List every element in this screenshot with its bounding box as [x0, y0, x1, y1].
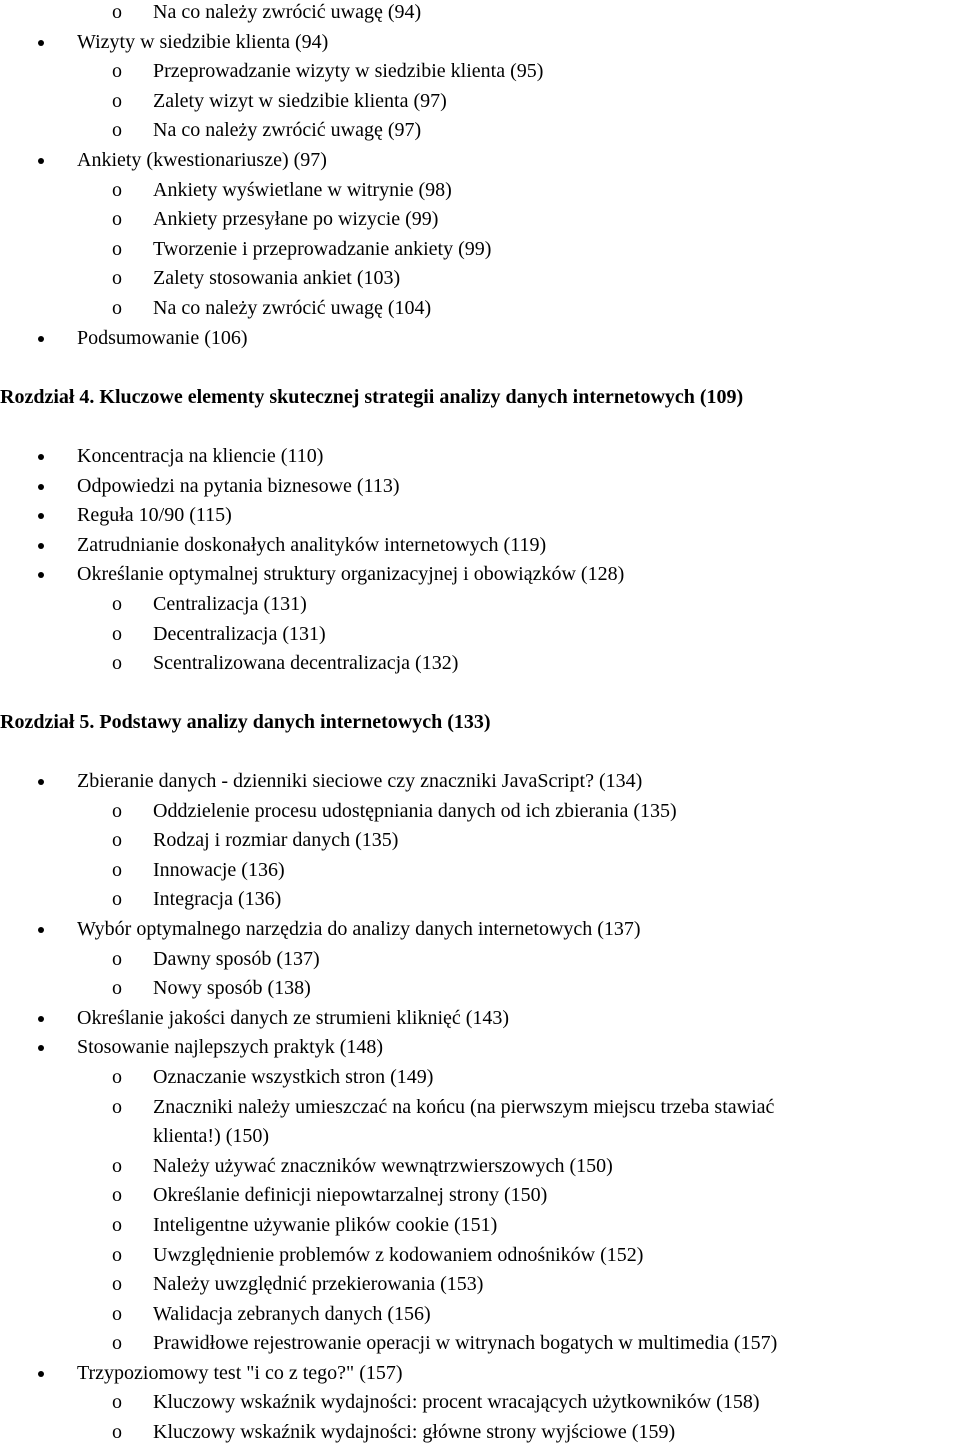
- list-item-text: Wizyty w siedzibie klienta (94): [77, 30, 329, 53]
- sub-list-item: [0, 205, 960, 235]
- list-item-text: Ankiety wyświetlane w witrynie (98): [153, 178, 452, 201]
- circle-bullet-icon: o: [112, 178, 122, 201]
- toc-list-chapter3-tail: [0, 0, 960, 353]
- list-item-text: Wybór optymalnego narzędzia do analizy danych internetowych (137): [77, 917, 641, 940]
- circle-bullet-icon: o: [112, 858, 122, 881]
- chapter-4-heading: Rozdział 4. Kluczowe elementy skutecznej strategii analizy danych internetowych (109): [0, 386, 744, 408]
- list-item-text: Rodzaj i rozmiar danych (135): [153, 829, 399, 852]
- sub-list-item: [0, 1093, 960, 1123]
- list-item-text: Reguła 10/90 (115): [77, 504, 232, 527]
- sub-list-item: [0, 1329, 960, 1359]
- sub-list-item: [0, 235, 960, 265]
- bullet-icon: [38, 1371, 44, 1377]
- sub-list-item: [0, 1300, 960, 1330]
- list-item-text: Innowacje (136): [153, 858, 285, 881]
- list-item: [0, 472, 960, 502]
- sub-list-item: [0, 945, 960, 975]
- bullet-icon: [38, 927, 44, 933]
- bullet-icon: [38, 513, 44, 519]
- list-item: [0, 1359, 960, 1389]
- sub-list-item: [0, 1181, 960, 1211]
- list-item-text: Znaczniki należy umieszczać na końcu (na pierwszym miejscu trzeba stawiać: [153, 1095, 775, 1118]
- circle-bullet-icon: o: [112, 296, 122, 319]
- circle-bullet-icon: o: [112, 977, 122, 1000]
- circle-bullet-icon: o: [112, 208, 122, 231]
- list-item-text: Uwzględnienie problemów z kodowaniem odnośników (152): [153, 1243, 644, 1266]
- list-item-text: Przeprowadzanie wizyty w siedzibie klienta (95): [153, 60, 544, 83]
- circle-bullet-icon: o: [112, 652, 122, 675]
- sub-list-item-continuation: [0, 1122, 960, 1152]
- list-item-text: Zalety stosowania ankiet (103): [153, 267, 401, 290]
- list-item: [0, 28, 960, 58]
- list-item: [0, 767, 960, 797]
- list-item-text: Ankiety (kwestionariusze) (97): [77, 148, 327, 171]
- list-item-text: Podsumowanie (106): [77, 326, 248, 349]
- sub-list-item: [0, 649, 960, 679]
- list-item: [0, 560, 960, 590]
- sub-list-item: [0, 57, 960, 87]
- sub-list-item: [0, 856, 960, 886]
- sub-list-item: [0, 1063, 960, 1093]
- list-item-text: Koncentracja na kliencie (110): [77, 445, 324, 467]
- circle-bullet-icon: o: [112, 1154, 122, 1177]
- list-item: [0, 915, 960, 945]
- sub-list-item: [0, 797, 960, 827]
- list-item-text: klienta!) (150): [153, 1125, 270, 1148]
- list-item-text: Decentralizacja (131): [153, 622, 326, 645]
- circle-bullet-icon: o: [112, 89, 122, 112]
- circle-bullet-icon: o: [112, 1095, 122, 1118]
- bullet-icon: [38, 336, 44, 342]
- circle-bullet-icon: o: [112, 1273, 122, 1296]
- bullet-icon: [38, 484, 44, 490]
- circle-bullet-icon: o: [112, 1213, 122, 1236]
- list-item-text: Na co należy zwrócić uwagę (94): [153, 1, 422, 23]
- list-item: [0, 324, 960, 354]
- sub-list-item: [0, 1418, 960, 1448]
- list-item-text: Inteligentne używanie plików cookie (151): [153, 1213, 498, 1236]
- list-item-text: Zatrudnianie doskonałych analityków internetowych (119): [77, 533, 547, 556]
- sub-list-item: [0, 0, 960, 28]
- bullet-icon: [38, 454, 44, 460]
- list-item-text: Stosowanie najlepszych praktyk (148): [77, 1036, 384, 1059]
- circle-bullet-icon: o: [112, 1302, 122, 1325]
- circle-bullet-icon: o: [112, 237, 122, 260]
- circle-bullet-icon: o: [112, 267, 122, 290]
- toc-list-chapter4: [0, 442, 960, 679]
- bullet-icon: [38, 1016, 44, 1022]
- list-item-text: Należy używać znaczników wewnątrzwierszowych (150): [153, 1154, 613, 1177]
- sub-list-item: [0, 294, 960, 324]
- circle-bullet-icon: o: [112, 1243, 122, 1266]
- list-item-text: Określanie optymalnej struktury organizacyjnej i obowiązków (128): [77, 563, 625, 586]
- sub-list-item: [0, 116, 960, 146]
- sub-list-item: [0, 826, 960, 856]
- toc-list-chapter5: [0, 767, 960, 1448]
- circle-bullet-icon: o: [112, 888, 122, 911]
- sub-list-item: [0, 176, 960, 206]
- circle-bullet-icon: o: [112, 1, 122, 23]
- sub-list-item: [0, 590, 960, 620]
- sub-list-item: [0, 1270, 960, 1300]
- sub-list-item: [0, 885, 960, 915]
- list-item-text: Dawny sposób (137): [153, 947, 320, 970]
- list-item-text: Określanie jakości danych ze strumieni kliknięć (143): [77, 1006, 510, 1029]
- list-item: [0, 146, 960, 176]
- list-item-text: Określanie definicji niepowtarzalnej strony (150): [153, 1184, 548, 1207]
- circle-bullet-icon: o: [112, 1065, 122, 1088]
- list-item-text: Centralizacja (131): [153, 592, 307, 615]
- list-item-text: Tworzenie i przeprowadzanie ankiety (99): [153, 237, 492, 260]
- bullet-icon: [38, 779, 44, 785]
- circle-bullet-icon: o: [112, 592, 122, 615]
- bullet-icon: [38, 572, 44, 578]
- chapter-5-heading: Rozdział 5. Podstawy analizy danych internetowych (133): [0, 711, 491, 733]
- bullet-icon: [38, 40, 44, 46]
- list-item-text: Na co należy zwrócić uwagę (97): [153, 119, 422, 142]
- circle-bullet-icon: o: [112, 829, 122, 852]
- list-item-text: Scentralizowana decentralizacja (132): [153, 652, 459, 675]
- circle-bullet-icon: o: [112, 1332, 122, 1355]
- sub-list-item: [0, 87, 960, 117]
- list-item: [0, 1004, 960, 1034]
- list-item-text: Oznaczanie wszystkich stron (149): [153, 1065, 434, 1088]
- list-item: [0, 442, 960, 472]
- list-item-text: Zalety wizyt w siedzibie klienta (97): [153, 89, 447, 112]
- circle-bullet-icon: o: [112, 947, 122, 970]
- list-item: [0, 501, 960, 531]
- sub-list-item: [0, 264, 960, 294]
- bullet-icon: [38, 543, 44, 549]
- circle-bullet-icon: o: [112, 60, 122, 83]
- list-item: [0, 531, 960, 561]
- sub-list-item: [0, 620, 960, 650]
- circle-bullet-icon: o: [112, 799, 122, 822]
- sub-list-item: [0, 1211, 960, 1241]
- list-item-text: Walidacja zebranych danych (156): [153, 1302, 431, 1325]
- list-item-text: Integracja (136): [153, 888, 282, 911]
- sub-list-item: [0, 974, 960, 1004]
- bullet-icon: [38, 158, 44, 164]
- circle-bullet-icon: o: [112, 622, 122, 645]
- list-item: [0, 1033, 960, 1063]
- list-item-text: Kluczowy wskaźnik wydajności: procent wracających użytkowników (158): [153, 1391, 760, 1414]
- circle-bullet-icon: o: [112, 1421, 122, 1444]
- list-item-text: Oddzielenie procesu udostępniania danych od ich zbierania (135): [153, 799, 677, 822]
- list-item-text: Nowy sposób (138): [153, 977, 311, 1000]
- circle-bullet-icon: o: [112, 119, 122, 142]
- list-item-text: Zbieranie danych - dzienniki sieciowe czy znaczniki JavaScript? (134): [77, 770, 643, 792]
- list-item-text: Trzypoziomowy test "i co z tego?" (157): [77, 1361, 403, 1384]
- sub-list-item: [0, 1152, 960, 1182]
- list-item-text: Kluczowy wskaźnik wydajności: główne strony wyjściowe (159): [153, 1421, 676, 1444]
- list-item-text: Prawidłowe rejestrowanie operacji w witrynach bogatych w multimedia (157): [153, 1332, 778, 1355]
- bullet-icon: [38, 1045, 44, 1051]
- sub-list-item: [0, 1388, 960, 1418]
- list-item-text: Odpowiedzi na pytania biznesowe (113): [77, 474, 400, 497]
- list-item-text: Na co należy zwrócić uwagę (104): [153, 296, 432, 319]
- circle-bullet-icon: o: [112, 1391, 122, 1414]
- list-item-text: Ankiety przesyłane po wizycie (99): [153, 208, 439, 231]
- list-item-text: Należy uwzględnić przekierowania (153): [153, 1273, 484, 1296]
- sub-list-item: [0, 1241, 960, 1271]
- circle-bullet-icon: o: [112, 1184, 122, 1207]
